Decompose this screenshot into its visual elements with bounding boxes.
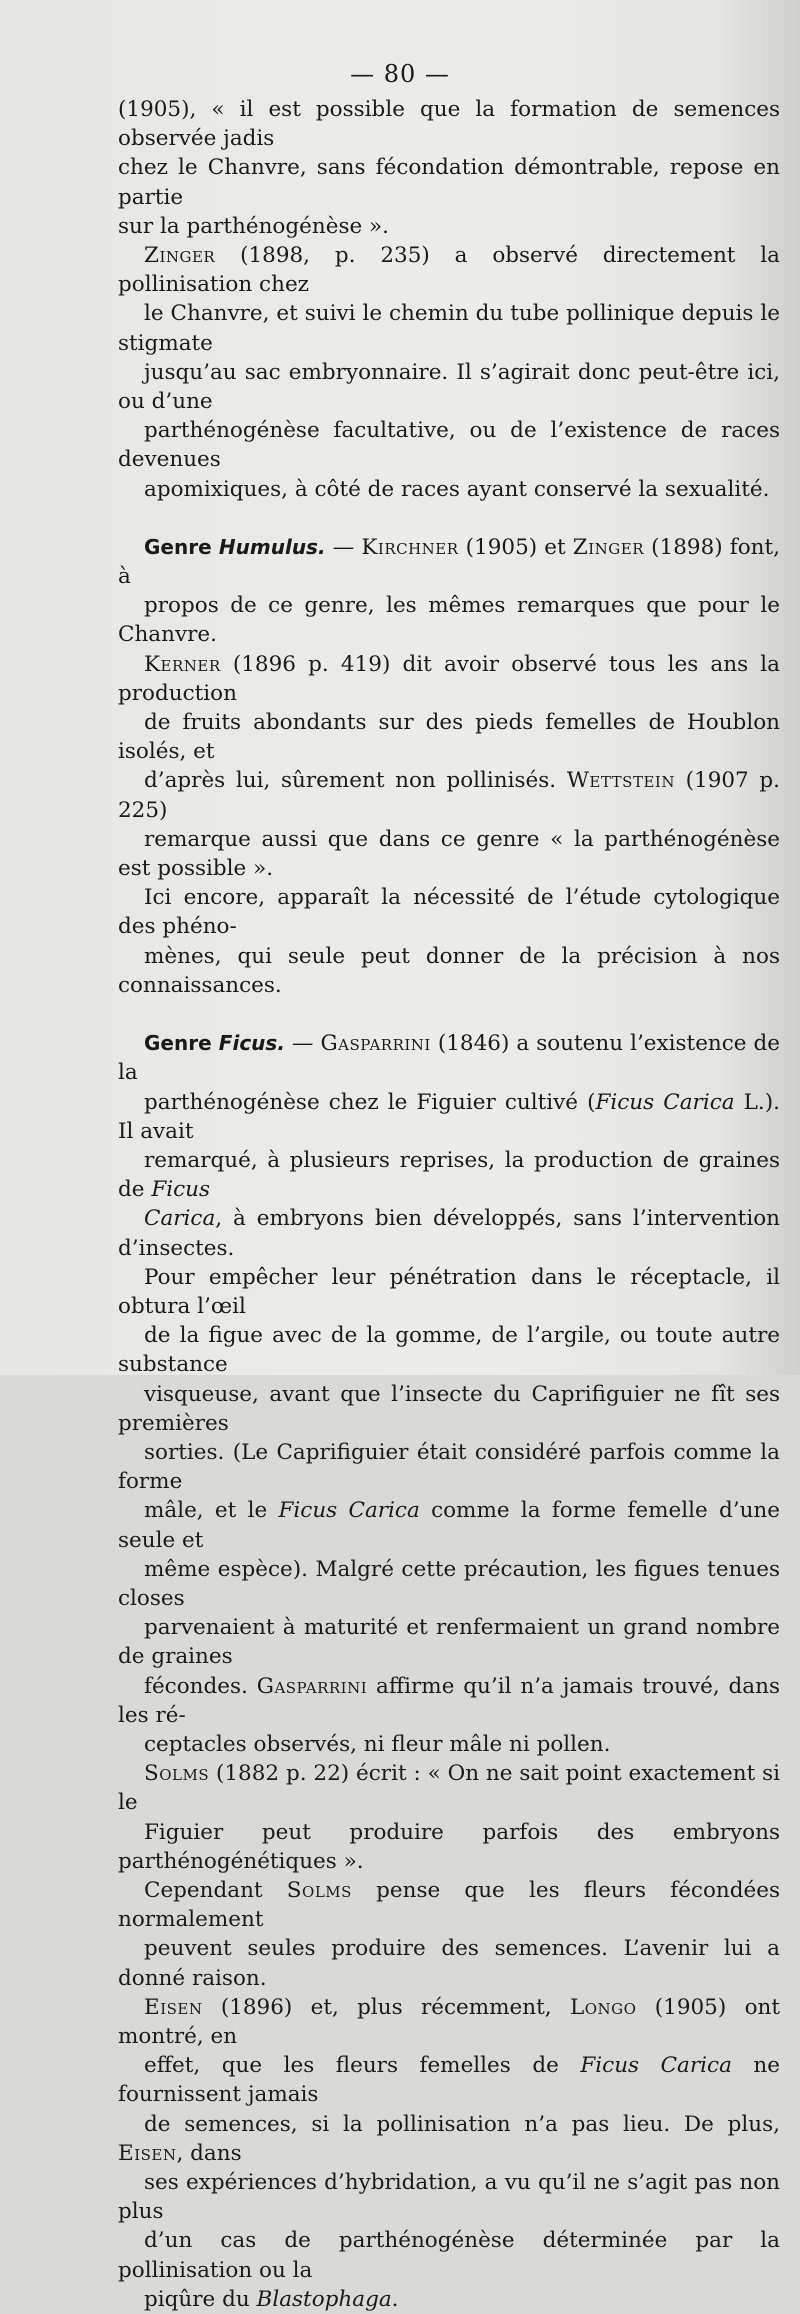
text-line: de fruits abondants sur des pieds femelles de Houblon isolés, et [118,710,780,765]
author-name: Zinger [144,243,216,269]
text-line: Pour empêcher leur pénétration dans le réceptacle, il obtura l’œil [118,1264,780,1319]
text-line: remarque aussi que dans ce genre « la parthénogénèse est possible ». [118,826,780,882]
text-line: jusqu’au sac embryonnaire. Il s’agirait donc peut-être ici, ou d’une [118,359,780,415]
text-line: (1905), « il est possible que la formation de semences observée jadis [118,97,780,152]
text-line: Ici encore, apparaît la nécessité de l’étude cytologique des phéno- [118,885,780,940]
author-name: Eisen [118,2140,177,2166]
text-line: d’un cas de parthénogénèse déterminée par la pollinisation ou la [118,2228,780,2283]
text-line: ceptacles observés, ni fleur mâle ni pollen. [144,1731,611,1757]
author-name: Gasparrini [256,1673,368,1699]
paragraph-zinger [118,241,780,504]
section-heading: Genre Ficus. [144,1031,285,1056]
section-heading: Genre Humulus. [144,534,326,559]
text-line: propos de ce genre, les mêmes remarques que pour le Chanvre. [118,593,780,648]
text-line: apomixiques, à côté de races ayant conservé la sexualité. [144,476,770,502]
text-line: sorties. (Le Caprifiguier était considéré parfois comme la forme [118,1439,780,1495]
text-line: mènes, qui seule peut donner de la précision à nos connaissances. [118,943,780,998]
text-fragment: (1898, p. 235) a observé directement la pollinisation chez [118,243,780,298]
text-line: chez le Chanvre, sans fécondation démontrable, repose en partie [118,155,780,210]
author-name: Solms [286,1877,352,1903]
author-name: Longo [569,1994,637,2020]
author-name: Zinger [572,534,645,560]
paragraph-intro [118,95,780,241]
text-line: parthénogénèse facultative, ou de l’existence de races devenues [118,418,780,473]
section-humulus: Genre Humulus. — Kirchner (1905) et Zinger (1898) font, à propos de ce genre, les mêmes remarques que pour le Chanvre. Kerner (1896 p. 419) dit avoir observé tous les ans la production de fruits abondants sur des pieds femelles de Houblon isolés, et d’après lui, sûrement non pollinisés. Wettstein (1907 p. 225) remarque aussi que dans ce genre « la parthénogénèse est possible ». Ici encore, apparaît la nécessité de l’étude cytologique des phéno- mènes, qui seule peut donner de la précision à nos connaissances. [118,533,780,1000]
paragraph-solms: Solms (1882 p. 22) écrit : « On ne sait point exactement si le Figuier peut produire parfois des embryons parthénogénétiques ». Cependant Solms pense que les fleurs fécondées normalement peuvent seules produire des semences. L’avenir lui a donné raison. Eisen (1896) et, plus récemment, Longo (1905) ont montré, en effet, que les fleurs femelles de Ficus Carica ne fournissent jamais de semences, si la pollinisation n’a pas lieu. De plus, Eisen, dans ses expériences d’hybridation, a vu qu’il ne s’agit pas non plus d’un cas de parthénogénèse déterminée par la pollinisation ou la piqûre du Blastophaga. [118,1761,781,2312]
author-name: Solms [144,1761,210,1787]
text-line: de la figue avec de la gomme, de l’argile, ou toute autre substance [118,1323,780,1378]
body-text [118,95,780,2314]
text-line: même espèce). Malgré cette précaution, les figues tenues closes [118,1556,780,1611]
text-line: Figuier peut produire parfois des embryons parthénogénétiques ». [118,1819,780,1874]
page-number: — 80 — [350,60,450,88]
text-line: visqueuse, avant que l’insecte du Caprifiguier ne fît ses premières [118,1381,780,1436]
text-line: parvenaient à maturité et renfermaient un grand nombre de graines [118,1615,780,1670]
section-ficus: Genre Ficus. — Gasparrini (1846) a soutenu l’existence de la parthénogénèse chez le Figuier cultivé (Ficus Carica L.). Il avait remarqué, à plusieurs reprises, la production de graines de Ficus Carica, à embryons bien développés, sans l’intervention d’insectes. Pour empêcher leur pénétration dans le réceptacle, il obtura l’œil de la figue avec de la gomme, de l’argile, ou toute autre substance visqueuse, avant que l’insecte du Caprifiguier ne fît ses premières sorties. (Le Caprifiguier était considéré parfois comme la forme mâle, et le Ficus Carica comme la forme femelle d’une seule et même espèce). Malgré cette précaution, les figues tenues closes parvenaient à maturité et renfermaient un grand nombre de graines fécondes. Gasparrini affirme qu’il n’a jamais trouvé, dans les ré- ceptacles observés, ni fleur mâle ni pollen. [118,1029,780,1759]
text-line: sur la parthénogénèse ». [118,213,390,239]
text-line: le Chanvre, et suivi le chemin du tube pollinique depuis le stigmate [118,301,780,356]
author-name: Kirchner [361,534,459,560]
author-name: Kerner [144,651,221,677]
author-name: Gasparrini [320,1031,431,1057]
author-name: Eisen [144,1994,203,2020]
text-line: ses expériences d’hybridation, a vu qu’il ne s’agit pas non plus [118,2170,780,2225]
author-name: Wettstein [566,768,675,794]
text-line: peuvent seules produire des semences. L’avenir lui a donné raison. [118,1936,780,1991]
